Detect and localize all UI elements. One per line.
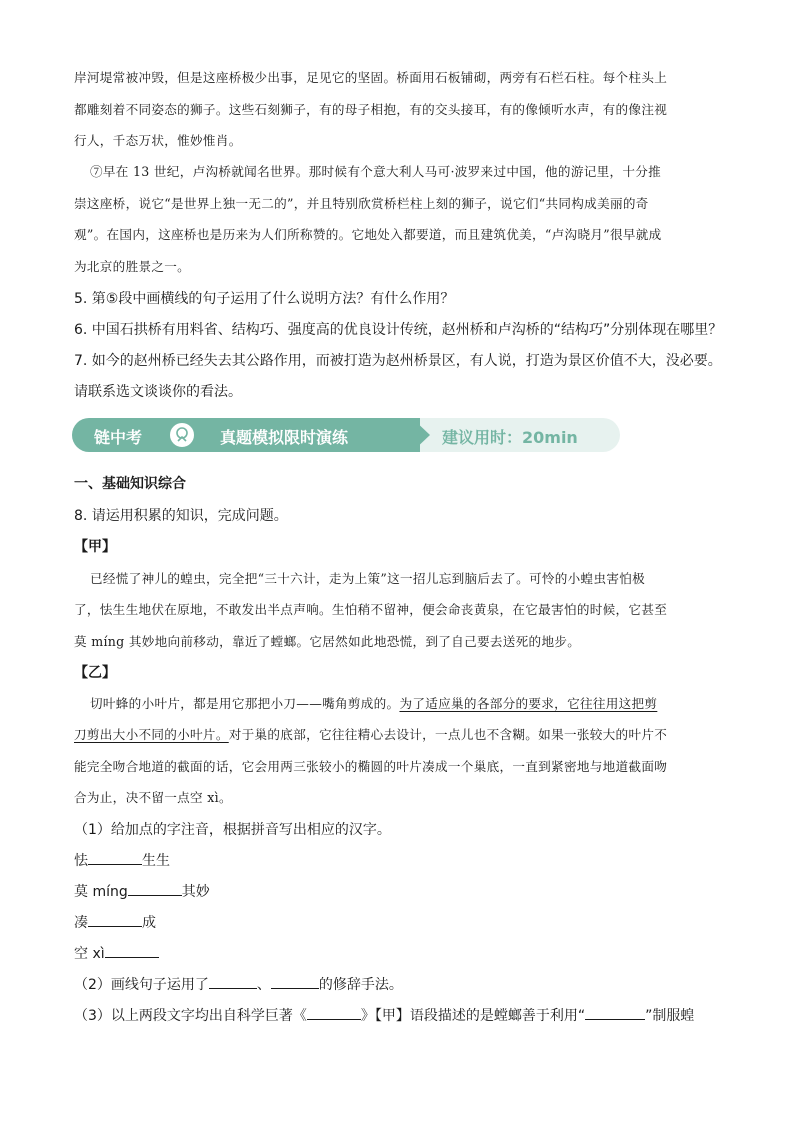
fill-prefix: 怯 <box>74 853 88 869</box>
yi-line: 能完全吻合地道的截面的话，它会用两三张较小的椭圆的叶片凑成一个巢底，一直到紧密地与地道截面吻 <box>74 759 668 774</box>
answer-blank[interactable] <box>585 1005 645 1020</box>
banner-arrow <box>412 418 430 452</box>
sub2-text: 、 <box>256 977 271 993</box>
yi-plain-text: 对于巢的底部，它往往精心去设计，一点儿也不含糊。如果一张较大的叶片不 <box>228 727 668 742</box>
yi-plain-text: 切叶蜂的小叶片，都是用它那把小刀——嘴角剪成的。 <box>90 696 400 711</box>
answer-blank[interactable] <box>128 881 182 896</box>
question-8: 8. 请运用积累的知识，完成问题。 <box>74 508 288 524</box>
fill-prefix: 凑 <box>74 915 88 931</box>
sub3-text: 》【甲】语段描述的是螳螂善于利用“ <box>360 1008 586 1024</box>
passage-line: ⑦早在 13 世纪，卢沟桥就闻名世界。那时候有个意大利人马可·波罗来过中国，他的游记里，十分推 <box>90 164 662 179</box>
passage-line: 岸河堤常被冲毁，但是这座桥极少出事，足见它的坚固。桥面用石板铺砌，两旁有石栏石柱。每个柱头上 <box>74 70 668 85</box>
fill-prefix: 莫 míng <box>74 884 128 900</box>
underlined-sentence: 为了适应巢的各部分的要求，它往往用这把剪 <box>399 696 658 711</box>
answer-blank[interactable] <box>209 974 257 989</box>
sub-question-3 <box>74 1005 694 1025</box>
question-7: 7. 如今的赵州桥已经失去其公路作用，而被打造为赵州桥景区，有人说，打造为景区价值不大，没必要。 <box>74 353 722 369</box>
question-5: 5. 第⑤段中画横线的句子运用了什么说明方法？有什么作用？ <box>74 291 455 307</box>
yi-label: 【乙】 <box>74 665 116 681</box>
banner-label-left: 链中考 <box>94 428 143 447</box>
section-title: 一、基础知识综合 <box>74 476 186 492</box>
sub3-text: ”制服蝗 <box>645 1008 695 1024</box>
passage-line: 都雕刻着不同姿态的狮子。这些石刻狮子，有的母子相抱，有的交头接耳，有的像倾听水声，有的像注视 <box>74 102 668 117</box>
answer-blank[interactable] <box>307 1005 361 1020</box>
fill-prefix: 空 xì <box>74 946 105 962</box>
sub-question-2 <box>74 974 403 994</box>
jia-line: 已经慌了神儿的蝗虫，完全把“三十六计，走为上策”这一招儿忘到脑后去了。可怜的小蝗虫害怕极 <box>90 571 646 586</box>
yi-line <box>74 724 667 743</box>
passage-line: 崇这座桥，说它“是世界上独一无二的”，并且特别欣赏桥栏柱上刻的狮子，说它们“共同构成美丽的奇 <box>74 196 649 211</box>
passage-line: 观”。在国内，这座桥也是历来为人们所称赞的。它地处入都要道，而且建筑优美，“卢沟晓月”很早就成 <box>74 227 662 242</box>
banner-label-right: 建议用时：20min <box>442 428 578 447</box>
passage-line: 为北京的胜景之一。 <box>74 259 191 274</box>
sub3-text: （3）以上两段文字均出自科学巨著《 <box>74 1008 307 1024</box>
ribbon-icon <box>168 421 196 449</box>
jia-line: 了，怯生生地伏在原地，不敢发出半点声响。生怕稍不留神，便会命丧黄泉，在它最害怕的时候，它甚至 <box>74 602 668 617</box>
sub-question-1: （1）给加点的字注音，根据拼音写出相应的汉字。 <box>74 822 391 838</box>
sub2-text: （2）画线句子运用了 <box>74 977 209 993</box>
question-7-cont: 请联系选文谈谈你的看法。 <box>74 384 242 400</box>
answer-blank[interactable] <box>88 912 142 927</box>
answer-blank[interactable] <box>88 850 142 865</box>
passage-line: 行人，千态万状，惟妙惟肖。 <box>74 133 242 148</box>
fill-suffix: 生生 <box>142 853 170 869</box>
fill-suffix: 其妙 <box>181 884 210 900</box>
yi-line <box>90 693 657 712</box>
jia-label: 【甲】 <box>74 539 116 555</box>
sub2-text: 的修辞手法。 <box>318 977 403 993</box>
answer-blank[interactable] <box>271 974 319 989</box>
banner-label-middle: 真题模拟限时演练 <box>220 428 349 447</box>
fill-item <box>74 881 210 901</box>
question-6: 6. 中国石拱桥有用料省、结构巧、强度高的优良设计传统，赵州桥和卢沟桥的“结构巧”分别体现在哪里？ <box>74 322 723 338</box>
underlined-sentence: 刀剪出大小不同的小叶片。 <box>74 727 229 742</box>
answer-blank[interactable] <box>105 943 159 958</box>
section-banner <box>72 418 620 452</box>
fill-suffix: 成 <box>142 915 156 931</box>
yi-line: 合为止，决不留一点空 xì。 <box>74 790 232 805</box>
fill-item <box>74 850 170 870</box>
fill-item <box>74 912 156 932</box>
fill-item <box>74 943 159 963</box>
jia-line: 莫 míng 其妙地向前移动，靠近了螳螂。它居然如此地恐慌，到了自己要去送死的地步。 <box>74 634 581 649</box>
